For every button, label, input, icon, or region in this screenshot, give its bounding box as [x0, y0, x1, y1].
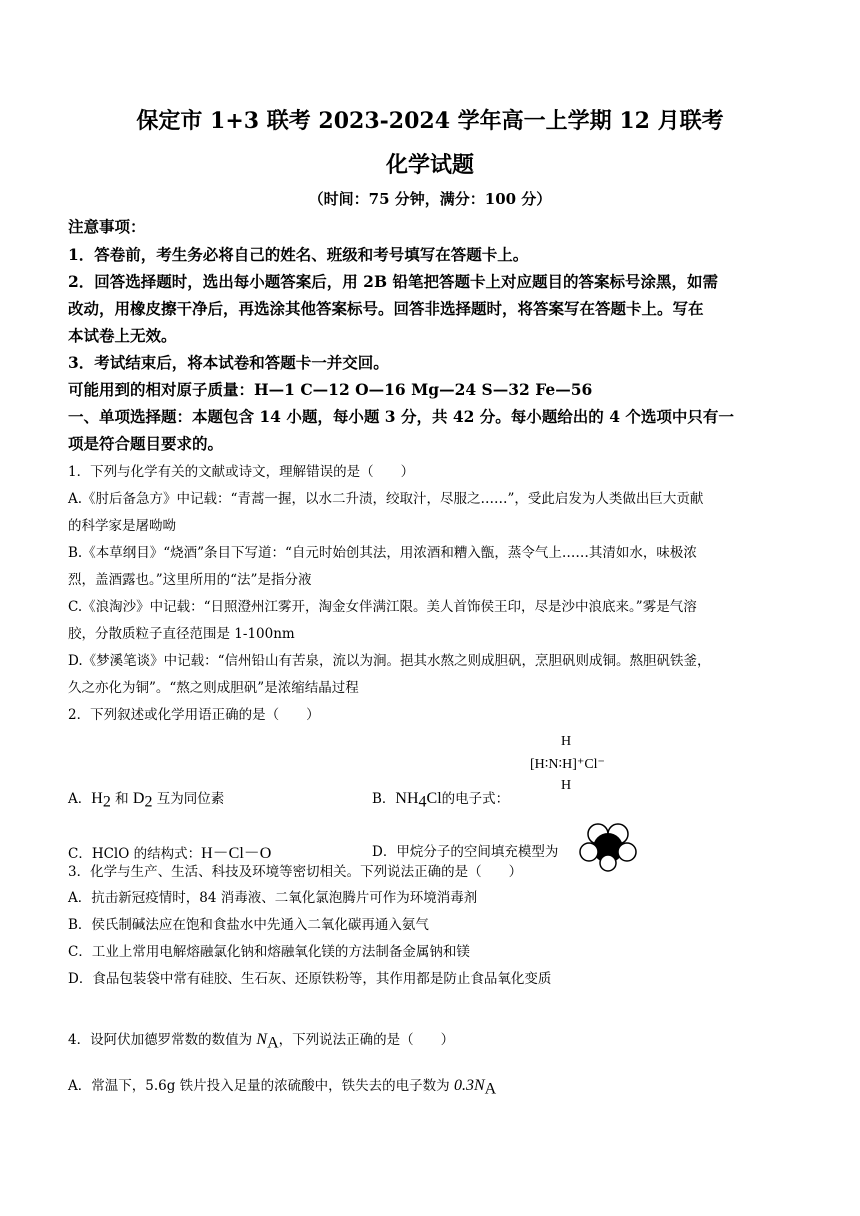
atomic-mass-line: 可能用到的相对原子质量：H—1 C—12 O—16 Mg—24 S—32 Fe—56 [68, 380, 593, 399]
q3-option-a: A．抗击新冠疫情时，84 消毒液、二氧化氯泡腾片可作为环境消毒剂 [68, 890, 478, 906]
q3-option-d: D．食品包装袋中常有硅胶、生石灰、还原铁粉等，其作用都是防止食品氧化变质 [68, 971, 552, 987]
note-item: 1．答卷前，考生务必将自己的姓名、班级和考号填写在答题卡上。 [68, 245, 529, 264]
q1-option-line: 久之亦化为铜”。“熬之则成胆矾”是浓缩结晶过程 [68, 680, 359, 696]
q2-option-c: C．HClO 的结构式：H－Cl－O [68, 845, 272, 862]
section-heading: 一、单项选择题：本题包含 14 小题，每小题 3 分，共 42 分。每小题给出的 4 个选项中只有一 [68, 407, 734, 426]
q1-option-line: C.《浪淘沙》中记载：“日照澄州江雾开，淘金女伴满江限。美人首饰侯王印，尽是沙中浪底来。”雾是气溶 [68, 599, 697, 615]
note-item: 3．考试结束后，将本试卷和答题卡一并交回。 [68, 353, 389, 372]
note-item: 改动，用橡皮擦干净后，再选涂其他答案标号。回答非选择题时，将答案写在答题卡上。写在 [68, 299, 704, 318]
q2-option-a: A．$H_2$ 和 $D_2$ 互为同位素 [68, 790, 225, 811]
q1-option-line: B.《本草纲目》“烧酒”条目下写道：“自元时始创其法，用浓酒和糟入甑，蒸令气上……其清如水，味极浓 [68, 545, 697, 561]
subject-title: 化学试题 [385, 152, 474, 178]
note-item: 本试卷上无效。 [68, 326, 177, 345]
methane-space-filling-model-icon [576, 820, 640, 872]
q4-option-a: A．常温下，5.6g 铁片投入足量的浓硫酸中，铁失去的电子数为 $0.3N_A$ [68, 1077, 497, 1098]
q2-stem: 2．下列叙述或化学用语正确的是（ ） [68, 707, 320, 723]
q1-option-line: 的科学家是屠呦呦 [68, 518, 176, 534]
q2-option-b: B．$NH_4Cl$的电子式： [372, 790, 510, 811]
q1-stem: 1．下列与化学有关的文献或诗文，理解错误的是（ ） [68, 464, 415, 480]
q3-stem: 3．化学与生产、生活、科技及环境等密切相关。下列说法正确的是（ ） [68, 864, 523, 880]
note-item: 2．回答选择题时，选出每小题答案后，用 2B 铅笔把答题卡上对应题目的答案标号涂黑，如需 [68, 272, 718, 291]
q1-option-line: A.《肘后备急方》中记载：“青蒿一握，以水二升渍，绞取汁，尽服之……”，受此启发为人类做出巨大贡献 [68, 491, 704, 507]
q1-option-line: D.《梦溪笔谈》中记载：“信州铅山有苦泉，流以为涧。挹其水熬之则成胆矾，烹胆矾则成铜。熬胆矾铁釜， [68, 653, 711, 669]
q1-option-line: 胶，分散质粒子直径范围是 1-100nm [68, 626, 295, 642]
q3-option-b: B．侯氏制碱法应在饱和食盐水中先通入二氧化碳再通入氨气 [68, 917, 429, 933]
time-info: （时间：75 分钟，满分：100 分） [308, 190, 552, 208]
notes-heading: 注意事项： [68, 217, 146, 236]
section-heading-cont: 项是符合题目要求的。 [68, 434, 224, 453]
ammonium-chloride-electron-formula: H [H∶N∶H]⁺Cl⁻ H [530, 734, 605, 793]
q1-option-line: 烈，盖酒露也。”这里所用的“法”是指分液 [68, 572, 312, 588]
q4-stem: 4．设阿伏加德罗常数的数值为 $N_A$，下列说法正确的是（ ） [68, 1031, 455, 1052]
q2-option-d: D．甲烷分子的空间填充模型为 [372, 844, 559, 860]
q3-option-c: C．工业上常用电解熔融氯化钠和熔融氧化镁的方法制备金属钠和镁 [68, 944, 470, 960]
exam-title: 保定市 1+3 联考 2023-2024 学年高一上学期 12 月联考 [136, 108, 724, 134]
